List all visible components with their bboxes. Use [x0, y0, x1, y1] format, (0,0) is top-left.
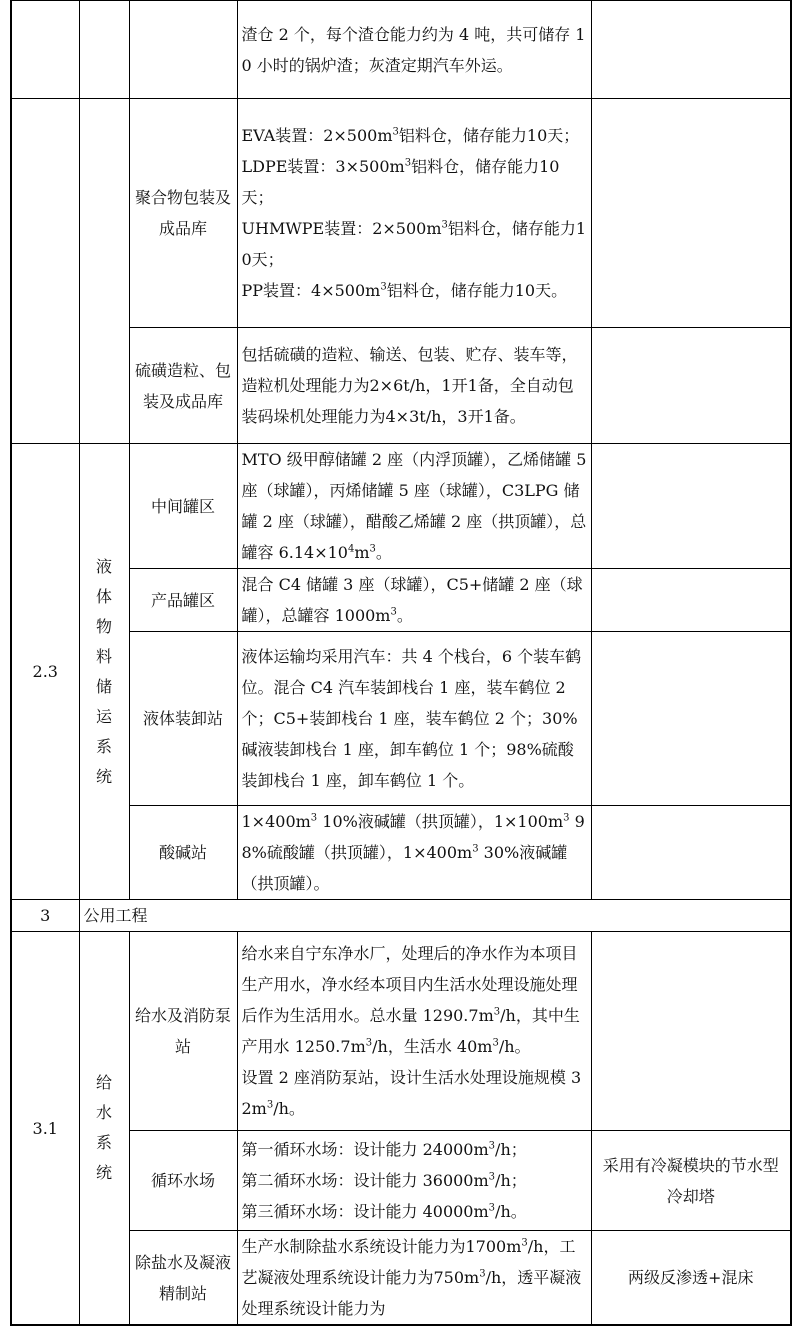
- cell-name: 中间罐区: [129, 444, 237, 569]
- cell-no: 3: [11, 900, 79, 932]
- cell-name: 聚合物包装及成品库: [129, 99, 237, 328]
- table-row: [11, 932, 791, 1131]
- cell-desc: 第一循环水场：设计能力 $24000m^3/h$； 第二循环水场：设计能力 $36000m^3/h$； 第三循环水场：设计能力 $40000m^3/h$。: [237, 1131, 591, 1231]
- cell-note: [591, 932, 791, 1131]
- cell-note: [591, 1, 791, 99]
- cell-no: 3.1: [11, 932, 79, 1326]
- cell-note: 两级反渗透+混床: [591, 1231, 791, 1326]
- cell-note: [591, 444, 791, 569]
- cell-no: [11, 1, 79, 99]
- cell-note: [591, 569, 791, 632]
- cell-system: [79, 1, 129, 99]
- cell-name: 循环水场: [129, 1131, 237, 1231]
- cell-desc: 包括硫磺的造粒、输送、包装、贮存、装车等，造粒机处理能力为2×6t/h，1开1备，全自动包装码垛机处理能力为4×3t/h，3开1备。: [237, 328, 591, 444]
- cell-system: [79, 932, 129, 1326]
- cell-name: 酸碱站: [129, 806, 237, 900]
- table-row: [11, 444, 791, 569]
- cell-desc: $1\times 400m^3$ 10%液碱罐（拱顶罐），$1\times 100m^3$ 98%硫酸罐（拱顶罐），$1\times 400m^3$ 30%液碱罐（拱顶罐）。: [237, 806, 591, 900]
- cell-no: 2.3: [11, 444, 79, 900]
- cell-name: 产品罐区: [129, 569, 237, 632]
- cell-desc: 混合 C4 储罐 3 座（球罐），C5+储罐 2 座（球罐），总罐容 $1000m^3$。: [237, 569, 591, 632]
- cell-name: 硫磺造粒、包装及成品库: [129, 328, 237, 444]
- system-label: 给水系统: [95, 1073, 112, 1182]
- section-title: 公用工程: [79, 900, 791, 932]
- system-label: 液体物料储运系统: [95, 556, 112, 786]
- cell-desc: 生产水制除盐水系统设计能力为$1700m^3/h$，工艺凝液处理系统设计能力为$750m^3/h$，透平凝液处理系统设计能力为: [237, 1231, 591, 1326]
- cell-system: [79, 99, 129, 444]
- cell-name: [129, 1, 237, 99]
- cell-note: [591, 328, 791, 444]
- table-row: [11, 900, 791, 932]
- cell-system: [79, 444, 129, 900]
- cell-name: 液体装卸站: [129, 632, 237, 806]
- cell-desc: MTO 级甲醇储罐 2 座（内浮顶罐），乙烯储罐 5 座（球罐），丙烯储罐 5 座（球罐），C3LPG 储罐 2 座（球罐），醋酸乙烯罐 2 座（拱顶罐），总罐容 $6.14\times 10^4m^3$。: [237, 444, 591, 569]
- cell-note: 采用有冷凝模块的节水型冷却塔: [591, 1131, 791, 1231]
- project-table: [10, 0, 792, 1326]
- cell-name: 给水及消防泵站: [129, 932, 237, 1131]
- cell-desc: EVA装置：$2\times 500m^3$铝料仓，储存能力10天； LDPE装置：$3\times 500m^3$铝料仓，储存能力10天； UHMWPE装置：$2\times 500m^3$铝料仓，储存能力10天； PP装置：$4\times 500m^3$铝料仓，储存能力10天。: [237, 99, 591, 328]
- cell-note: [591, 99, 791, 328]
- cell-note: [591, 806, 791, 900]
- cell-note: [591, 632, 791, 806]
- cell-desc: 给水来自宁东净水厂，处理后的净水作为本项目生产用水，净水经本项目内生活水处理设施处理后作为生活用水。总水量 $1290.7m^3/h$，其中生产用水 $1250.7m^3/h$，生活水 $40m^3/h$。 设置 2 座消防泵站，设计生活水处理设施规模 $32m^3/h$。: [237, 932, 591, 1131]
- table-row: [11, 1, 791, 99]
- cell-desc: 液体运输均采用汽车：共 4 个栈台，6 个装车鹤位。混合 C4 汽车装卸栈台 1 座，装车鹤位 2 个；C5+装卸栈台 1 座，装车鹤位 2 个；30%碱液装卸栈台 1 座，卸车鹤位 1 个；98%硫酸装卸栈台 1 座，卸车鹤位 1 个。: [237, 632, 591, 806]
- table-row: [11, 99, 791, 328]
- cell-no: [11, 99, 79, 444]
- cell-desc: 渣仓 2 个，每个渣仓能力约为 4 吨，共可储存 10 小时的锅炉渣；灰渣定期汽车外运。: [237, 1, 591, 99]
- cell-name: 除盐水及凝液精制站: [129, 1231, 237, 1326]
